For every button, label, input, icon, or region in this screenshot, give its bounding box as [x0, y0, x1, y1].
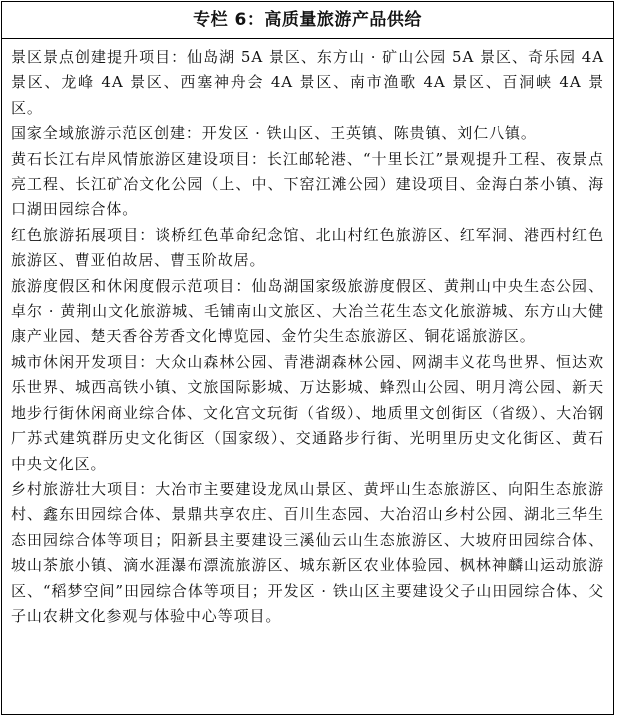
- paragraph-resort-leisure: 旅游度假区和休闲度假示范项目：仙岛湖国家级旅游度假区、黄荆山中央生态公园、卓尔 · 黄荆山文化旅游城、毛铺南山文旅区、大冶兰花生态文化旅游城、东方山大健康产业园、楚天香谷芳香文化博览园、金竹尖生态旅游区、铜花谣旅游区。: [11, 276, 604, 346]
- paragraph-rural-tourism: 乡村旅游壮大项目：大冶市主要建设龙凤山景区、黄坪山生态旅游区、向阳生态旅游村、鑫东田园综合体、景鼎共享农庄、百川生态园、大冶沼山乡村公园、湖北三华生态田园综合体等项目；阳新县主要建设三溪仙云山生态旅游区、大坡府田园综合体、坡山茶旅小镇、滴水涯瀑布漂流旅游区、城东新区农业体验园、枫林神麟山运动旅游区、“稻梦空间”田园综合体等项目；开发区 · 铁山区主要建设父子山田园综合体、父子山农耕文化参观与体验中心等项目。: [11, 479, 604, 625]
- paragraph-red-tourism: 红色旅游拓展项目：谈桥红色革命纪念馆、北山村红色旅游区、红军洞、港西村红色旅游区、曹亚伯故居、曹玉阶故居。: [11, 225, 604, 270]
- paragraph-urban-leisure: 城市休闲开发项目：大众山森林公园、青港湖森林公园、网湖丰义花鸟世界、恒达欢乐世界、城西高铁小镇、文旅国际影城、万达影城、蜂烈山公园、明月湾公园、新天地步行街休闲商业综合体、文化宫文玩街（省级）、地质里文创街区（省级）、大冶钢厂苏式建筑群历史文化街区（国家级）、交通路步行街、光明里历史文化街区、黄石中央文化区。: [11, 352, 604, 473]
- paragraph-scenic-spots: 景区景点创建提升项目：仙岛湖 5A 景区、东方山 · 矿山公园 5A 景区、奇乐园 4A 景区、龙峰 4A 景区、西塞神舟会 4A 景区、南市渔歌 4A 景区、百洞峡 4A 景区。: [11, 48, 604, 117]
- column-box: [1, 1, 614, 715]
- paragraph-yangtze-riverbank: 黄石长江右岸风情旅游区建设项目：长江邮轮港、“十里长江”景观提升工程、夜景点亮工程、长江矿冶文化公园（上、中、下窑江滩公园）建设项目、金海白茶小镇、海口湖田园综合体。: [11, 149, 604, 219]
- paragraph-all-region-tourism: 国家全域旅游示范区创建：开发区 · 铁山区、王英镇、陈贵镇、刘仁八镇。: [11, 124, 537, 143]
- column-content: [2, 39, 613, 629]
- column-title: 专栏 6：高质量旅游产品供给: [2, 2, 613, 39]
